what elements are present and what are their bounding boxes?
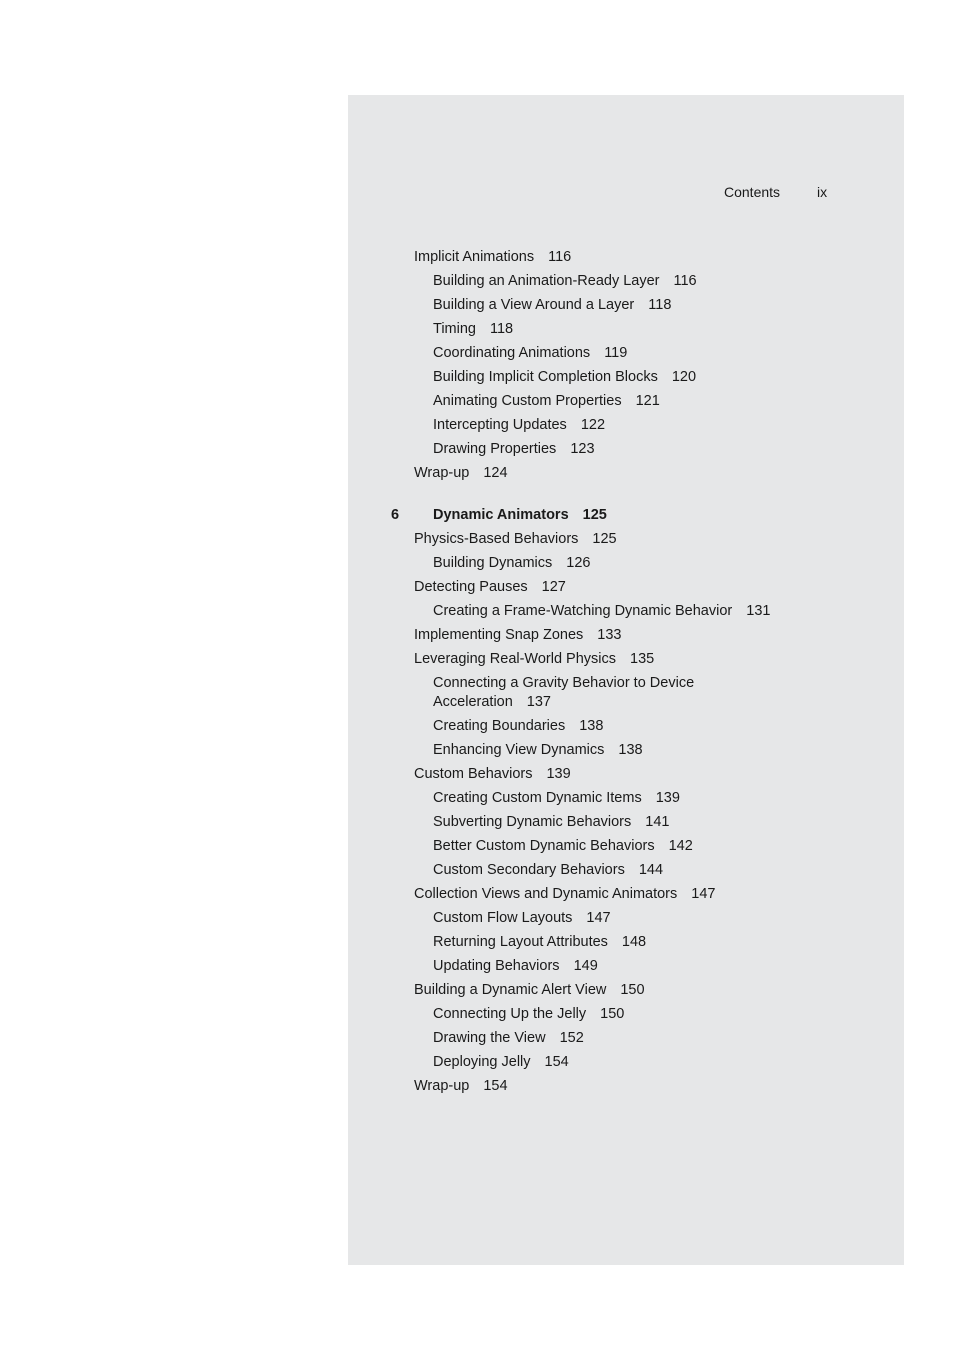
toc-entry-title: Coordinating Animations <box>433 345 591 361</box>
toc-entry-page: 125 <box>592 531 617 547</box>
toc-entry-page: 131 <box>746 603 771 619</box>
toc-entry-page: 147 <box>586 910 611 926</box>
toc-entry-title: Connecting Up the Jelly <box>433 1006 587 1022</box>
toc-entry-page: 121 <box>635 393 660 409</box>
toc-entry-title: Creating Custom Dynamic Items <box>433 790 642 806</box>
toc-entry-title: Wrap-up <box>414 465 470 481</box>
toc-entry-title: Creating Boundaries <box>433 718 566 734</box>
toc-entry <box>433 1005 624 1024</box>
toc-entry-title: Detecting Pauses <box>414 579 528 595</box>
chapter-page: 125 <box>582 507 607 523</box>
toc-entry-page: 120 <box>671 369 697 385</box>
toc-entry-page: 142 <box>668 838 693 854</box>
toc-entry-title: Implicit Animations <box>414 249 535 265</box>
toc-entry <box>414 530 617 549</box>
toc-entry-title: Returning Layout Attributes <box>433 934 608 950</box>
toc-entry <box>414 626 621 645</box>
toc-entry-title: Wrap-up <box>414 1078 470 1094</box>
toc-entry <box>433 440 595 459</box>
toc-entry <box>433 320 513 339</box>
toc-entry-page: 124 <box>483 465 508 481</box>
toc-entry-page: 150 <box>620 982 645 998</box>
toc-entry-title: Custom Behaviors <box>414 766 533 782</box>
toc-entry <box>433 717 603 736</box>
toc-entry-page: 116 <box>548 249 572 265</box>
toc-entry-title: Physics-Based Behaviors <box>414 531 579 547</box>
toc-entry <box>414 765 571 784</box>
toc-entry <box>433 933 646 952</box>
toc-entry-page: 150 <box>600 1006 625 1022</box>
toc-entry <box>414 885 715 904</box>
toc-entry-page: 139 <box>546 766 571 782</box>
page-number: ix <box>817 184 828 200</box>
toc-entry-page: 154 <box>483 1078 508 1094</box>
toc-entry <box>414 578 566 597</box>
toc-entry-title: Leveraging Real-World Physics <box>414 651 617 667</box>
toc-entry-title: Building an Animation-Ready Layer <box>433 273 660 289</box>
toc-entry-page: 141 <box>645 814 670 830</box>
toc-entry-title: Creating a Frame-Watching Dynamic Behavior <box>433 603 733 619</box>
toc-entry-page: 133 <box>597 627 622 643</box>
toc-entry-title: Better Custom Dynamic Behaviors <box>433 838 655 854</box>
toc-entry-page: 138 <box>618 742 643 758</box>
toc-entry-page: 118 <box>648 297 672 313</box>
toc-entry-title: Intercepting Updates <box>433 417 567 433</box>
toc-entry <box>433 554 590 573</box>
toc-entry-page: 147 <box>691 886 716 902</box>
toc-entry-page: 122 <box>580 417 606 433</box>
toc-entry <box>414 464 508 483</box>
toc-entry <box>433 957 598 976</box>
toc-entry <box>414 248 571 267</box>
toc-entry-title: Updating Behaviors <box>433 958 560 974</box>
toc-entry-title: Drawing Properties <box>433 441 557 457</box>
toc-entry-page: 139 <box>655 790 680 806</box>
toc-entry <box>433 392 660 411</box>
toc-entry-page: 123 <box>570 441 595 457</box>
toc-entry-title: Drawing the View <box>433 1030 546 1046</box>
toc-entry-page: 152 <box>559 1030 584 1046</box>
toc-entry <box>414 1077 508 1096</box>
chapter-title-line <box>433 506 607 525</box>
toc-entry <box>433 602 770 621</box>
toc-entry <box>433 1053 569 1072</box>
toc-entry <box>414 981 645 1000</box>
toc-entry <box>433 416 605 435</box>
toc-entry-page: 127 <box>541 579 566 595</box>
toc-entry-title: Subverting Dynamic Behaviors <box>433 814 632 830</box>
toc-entry-title: Enhancing View Dynamics <box>433 742 605 758</box>
toc-entry-page: 137 <box>526 694 551 710</box>
toc-entry-title: Building Implicit Completion Blocks <box>433 369 658 385</box>
toc-entry <box>433 741 643 760</box>
toc-entry-page: 126 <box>566 555 591 571</box>
toc-entry <box>433 837 693 856</box>
toc-entry-title: Building Dynamics <box>433 555 553 571</box>
toc-entry-page: 138 <box>579 718 604 734</box>
toc-entry <box>433 861 663 880</box>
toc-entry <box>433 674 713 712</box>
toc-entry-page: 144 <box>638 862 664 878</box>
toc-entry-title: Implementing Snap Zones <box>414 627 584 643</box>
toc-entry <box>433 813 669 832</box>
toc-entry <box>433 789 680 808</box>
toc-entry <box>433 909 611 928</box>
toc-entry-page: 154 <box>544 1054 569 1070</box>
toc-entry-title: Collection Views and Dynamic Animators <box>414 886 678 902</box>
toc-entry-title: Connecting a Gravity Behavior to Device Acceleration <box>433 675 695 710</box>
toc-entry-title: Deploying Jelly <box>433 1054 531 1070</box>
toc-entry <box>433 272 697 291</box>
toc-entry-title: Custom Flow Layouts <box>433 910 573 926</box>
toc-entry <box>433 296 671 315</box>
toc-entry <box>414 650 654 669</box>
toc-entry-title: Building a Dynamic Alert View <box>414 982 607 998</box>
chapter-title: Dynamic Animators <box>433 507 569 523</box>
toc-entry-title: Custom Secondary Behaviors <box>433 862 625 878</box>
toc-entry <box>433 368 696 387</box>
toc-entry-page: 116 <box>673 273 697 289</box>
toc-entry-title: Timing <box>433 321 476 337</box>
toc-entry-page: 149 <box>573 958 598 974</box>
toc-entry-page: 148 <box>621 934 647 950</box>
toc-entry-page: 135 <box>630 651 655 667</box>
toc-entry-page: 118 <box>489 321 514 337</box>
toc-entry <box>433 344 627 363</box>
toc-entry-title: Building a View Around a Layer <box>433 297 635 313</box>
chapter-number: 6 <box>391 507 400 523</box>
toc-entry-title: Animating Custom Properties <box>433 393 622 409</box>
toc-entry <box>433 1029 584 1048</box>
running-head-title: Contents <box>724 184 781 200</box>
toc-entry-page: 119 <box>604 345 628 361</box>
